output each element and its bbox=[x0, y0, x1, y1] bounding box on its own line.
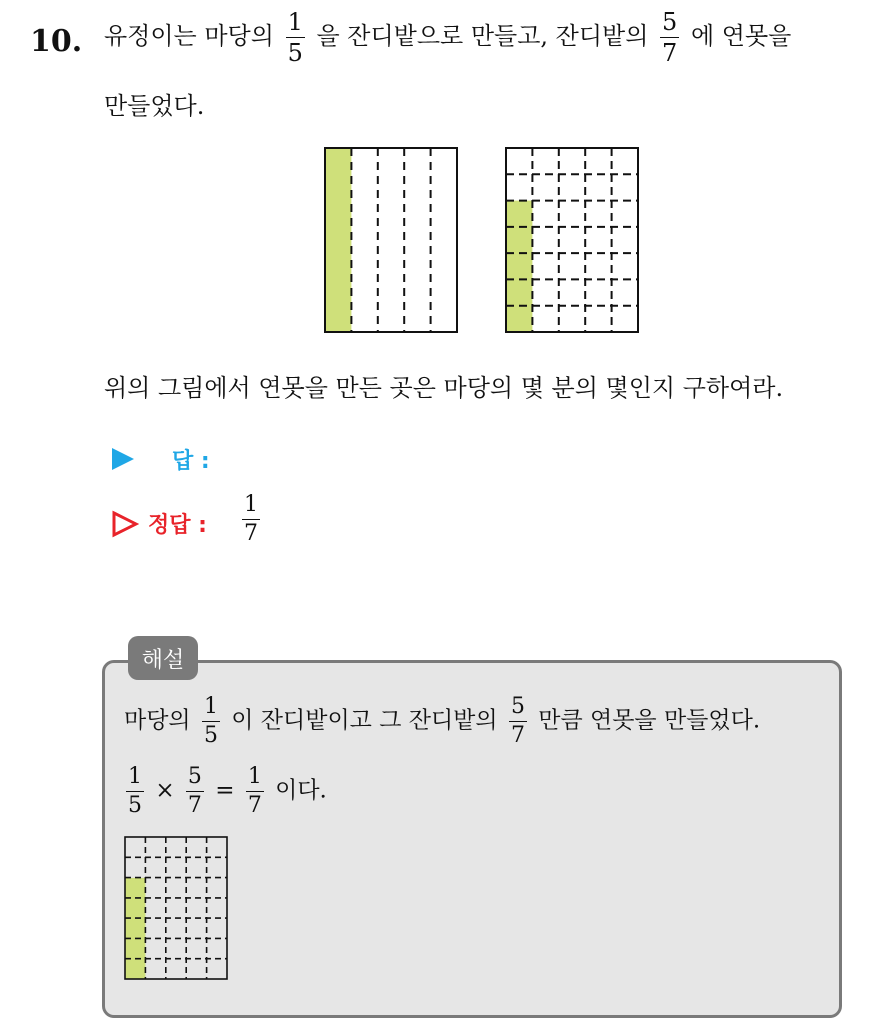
fraction-denominator: 7 bbox=[247, 793, 262, 818]
explanation-text-4: 이다. bbox=[275, 777, 327, 804]
answer-label: 답 : bbox=[172, 449, 210, 474]
equals-sign: = bbox=[215, 777, 235, 804]
fraction-five-sevenths bbox=[509, 696, 527, 747]
play-triangle-icon bbox=[112, 448, 134, 470]
pond-shaded-cells bbox=[506, 201, 532, 332]
explanation-tag: 해설 bbox=[128, 636, 198, 680]
fraction-one-seventh bbox=[246, 766, 264, 817]
fraction-denominator: 5 bbox=[203, 723, 218, 748]
question-text-3: 에 연못을 bbox=[690, 22, 792, 50]
fraction-five-sevenths bbox=[186, 766, 204, 817]
correct-answer-value bbox=[238, 494, 264, 545]
pond-grid-figure bbox=[505, 147, 639, 333]
lawn-shaded-column bbox=[325, 148, 351, 332]
fraction-numerator: 1 bbox=[128, 764, 142, 789]
fraction-numerator: 1 bbox=[287, 8, 303, 36]
outline-triangle-icon bbox=[111, 510, 139, 538]
fraction-numerator: 1 bbox=[247, 764, 262, 789]
fraction-denominator: 7 bbox=[244, 521, 258, 546]
question-text-1: 유정이는 마당의 bbox=[104, 22, 274, 50]
fraction-numerator: 5 bbox=[510, 694, 525, 719]
explanation-text-2: 이 잔디밭이고 그 잔디밭의 bbox=[231, 707, 498, 734]
fraction-denominator: 7 bbox=[187, 793, 202, 818]
question-text-2: 을 잔디밭으로 만들고, 잔디밭의 bbox=[316, 22, 649, 50]
fraction-numerator: 5 bbox=[662, 8, 678, 36]
fraction-five-sevenths bbox=[660, 10, 679, 65]
explanation-text-3: 만큼 연못을 만들었다. bbox=[538, 707, 761, 734]
fraction-one-fifth bbox=[126, 766, 144, 817]
explanation-line-2 bbox=[122, 766, 327, 817]
question-prompt: 위의 그림에서 연못을 만든 곳은 마당의 몇 분의 몇인지 구하여라. bbox=[104, 374, 784, 402]
explanation-grid-figure bbox=[124, 836, 228, 980]
lawn-grid-svg bbox=[324, 147, 458, 333]
fraction-numerator: 5 bbox=[187, 764, 202, 789]
pond-grid-svg bbox=[505, 147, 639, 333]
fraction-one-fifth bbox=[202, 696, 220, 747]
fraction-numerator: 1 bbox=[203, 694, 218, 719]
fraction-numerator: 1 bbox=[244, 492, 258, 517]
fraction-one-seventh bbox=[242, 494, 260, 545]
times-sign: × bbox=[155, 777, 175, 804]
fraction-denominator: 7 bbox=[662, 39, 678, 67]
lawn-grid-figure bbox=[324, 147, 458, 333]
fraction-one-fifth bbox=[286, 10, 305, 65]
correct-answer-label: 정답 : bbox=[148, 513, 207, 538]
fraction-denominator: 5 bbox=[128, 793, 142, 818]
question-line-1 bbox=[104, 10, 791, 65]
explanation-grid-svg bbox=[124, 836, 228, 980]
fraction-denominator: 5 bbox=[287, 39, 303, 67]
question-line-2: 만들었다. bbox=[104, 92, 205, 120]
explanation-text-1: 마당의 bbox=[124, 707, 191, 734]
explanation-shaded-cells bbox=[125, 878, 145, 979]
fraction-denominator: 7 bbox=[510, 723, 525, 748]
question-number: 10. bbox=[30, 24, 83, 59]
explanation-line-1 bbox=[124, 696, 760, 747]
